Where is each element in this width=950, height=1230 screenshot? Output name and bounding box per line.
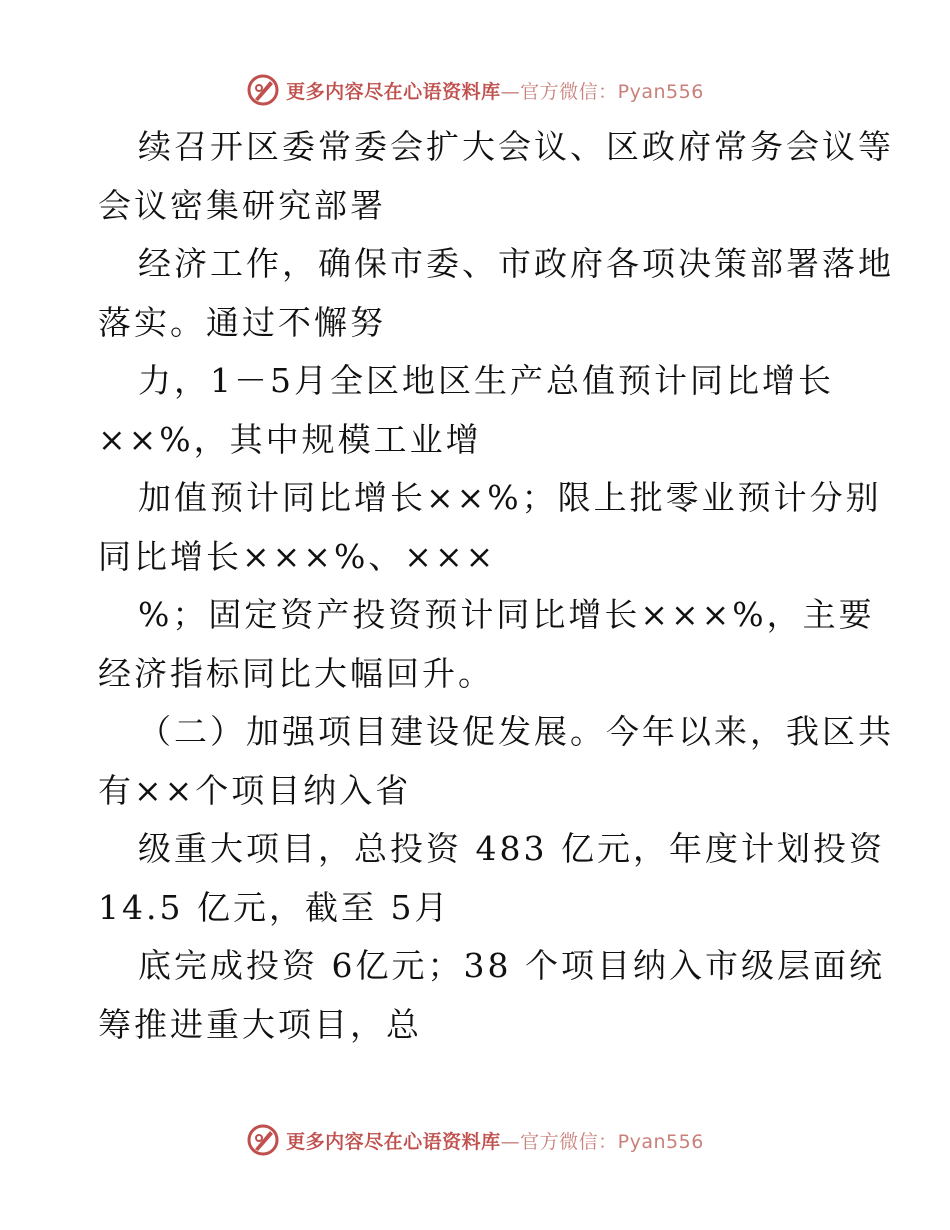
- paragraph-line: 落实。通过不懈努: [98, 302, 386, 342]
- paragraph-line: %；固定资产投资预计同比增长×××%，主要: [138, 595, 875, 634]
- paragraph-line: 级重大项目，总投资 483 亿元，年度计划投资: [138, 829, 885, 868]
- paragraph-line: 同比增长×××%、×××: [98, 536, 497, 576]
- watermark-text: 更多内容尽在心语资料库—官方微信：Pyan556: [286, 80, 704, 103]
- paragraph-line: 经济指标同比大幅回升。: [98, 653, 494, 693]
- paragraph-line: 续召开区委常委会扩大会议、区政府常务会议等: [138, 127, 894, 166]
- paragraph-line: 底完成投资 6亿元；38 个项目纳入市级层面统: [138, 946, 885, 985]
- paragraph-line: 有××个项目纳入省: [98, 770, 412, 810]
- paragraph-line: 经济工作，确保市委、市政府各项决策部署落地: [138, 244, 894, 283]
- paragraph-line: 会议密集研究部署: [98, 185, 386, 225]
- paragraph-line: 力，1－5月全区地区生产总值预计同比增长: [138, 361, 834, 400]
- paragraph-line: 加值预计同比增长××%；限上批零业预计分别: [138, 478, 882, 517]
- header-watermark: [0, 70, 950, 110]
- paragraph-line: 筹推进重大项目，总: [98, 1004, 422, 1044]
- paragraph-line: ××%，其中规模工业增: [98, 419, 482, 459]
- watermark-text: 更多内容尽在心语资料库—官方微信：Pyan556: [286, 1130, 704, 1153]
- document-body: [98, 118, 894, 1054]
- pen-logo-icon: [246, 73, 280, 107]
- footer-watermark: [0, 1120, 950, 1160]
- pen-logo-icon: [246, 1123, 280, 1157]
- paragraph-line: 14.5 亿元，截至 5月: [98, 887, 451, 927]
- paragraph-line: （二）加强项目建设促发展。今年以来，我区共: [138, 712, 894, 751]
